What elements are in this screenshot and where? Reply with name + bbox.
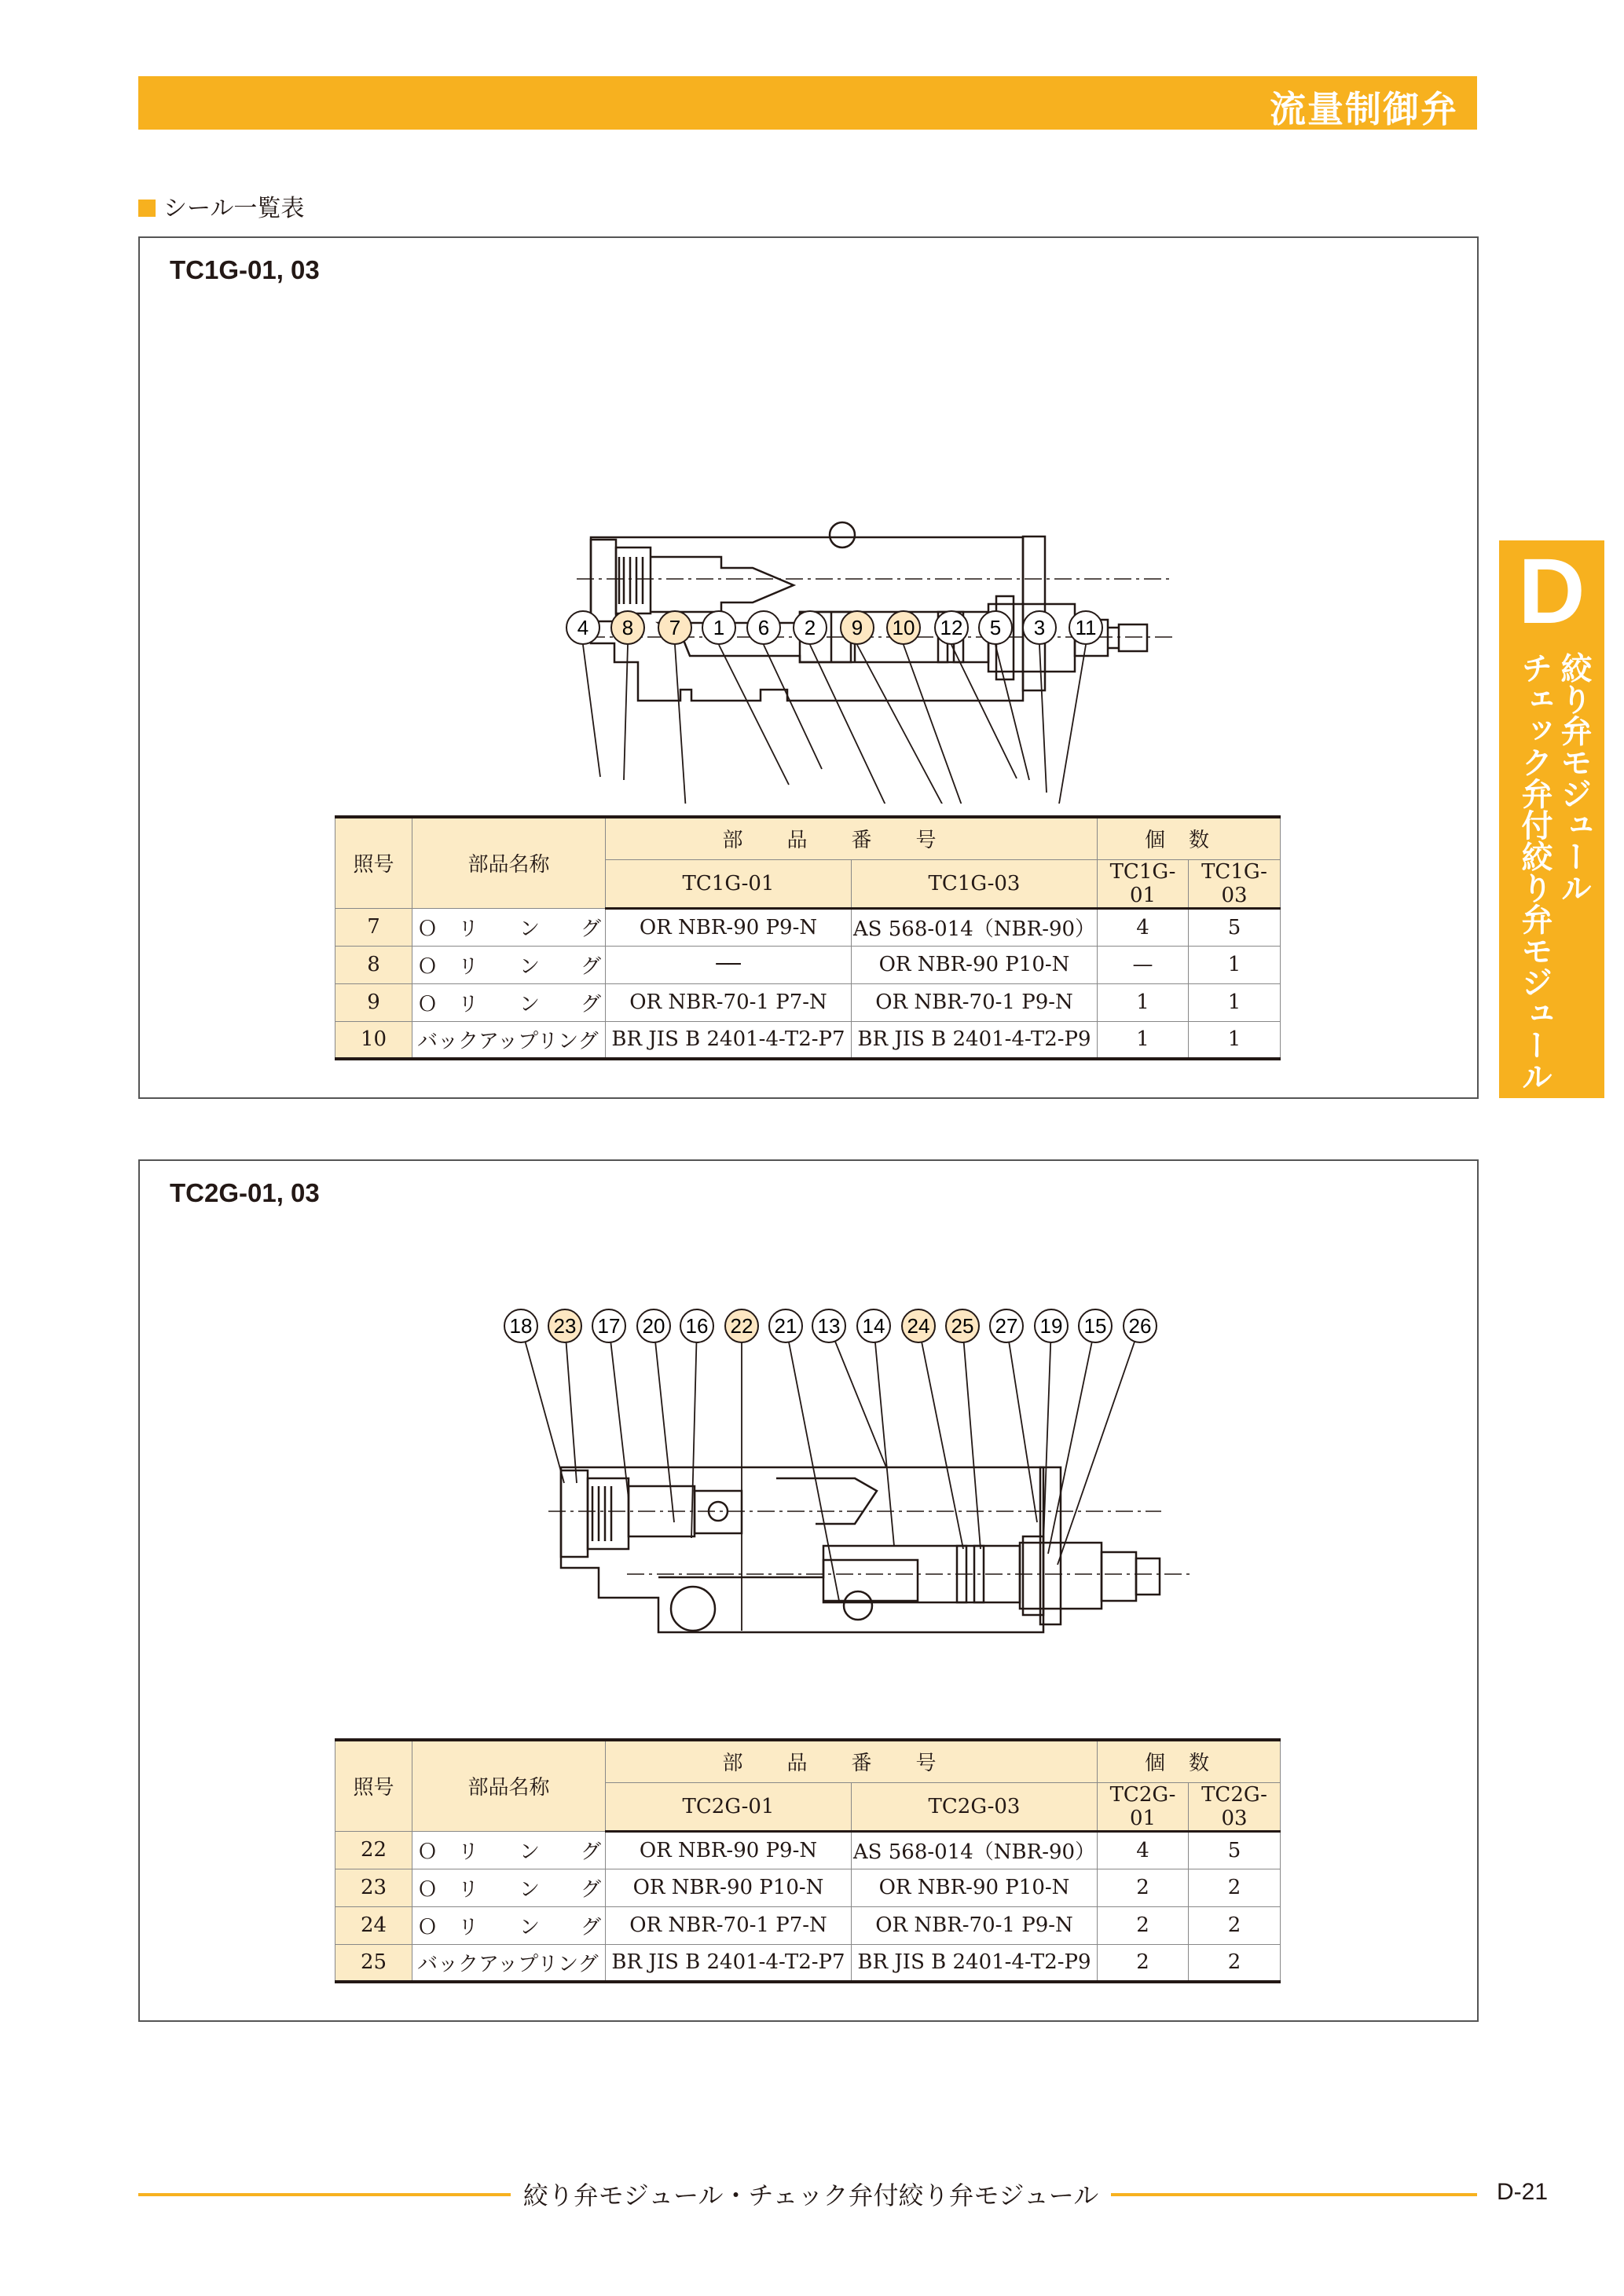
page-number: D-21 <box>1497 2179 1549 2205</box>
count-model-header: TC1G-03 <box>1189 859 1281 908</box>
side-index-tab[interactable] <box>1499 540 1604 1098</box>
row-count-01: 4 <box>1098 908 1189 946</box>
col-parts-header: 部品番号 <box>606 1740 1098 1782</box>
table-row <box>335 1869 1281 1906</box>
row-no: 25 <box>335 1944 412 1982</box>
row-part-number-03: AS 568-014（NBR-90） <box>852 908 1098 946</box>
svg-text:23: 23 <box>553 1314 577 1338</box>
col-name-header: 部品名称 <box>412 817 606 908</box>
balloon-7 <box>658 611 691 644</box>
row-count-03: 2 <box>1189 1869 1281 1906</box>
side-tab-line2: チェック弁付絞り弁モジュール <box>1516 652 1553 1092</box>
col-no-header: 照号 <box>335 1740 412 1831</box>
table-row <box>335 1021 1281 1059</box>
col-parts-header: 部品番号 <box>606 817 1098 859</box>
model-header: TC2G-03 <box>852 1782 1098 1831</box>
footer-title: 絞り弁モジュール・チェック弁付絞り弁モジュール <box>522 2181 1099 2210</box>
svg-text:16: 16 <box>685 1314 709 1338</box>
section-heading-text: シール一覧表 <box>163 195 305 222</box>
row-part-number-03: AS 568-014（NBR-90） <box>852 1831 1098 1869</box>
table-row <box>335 908 1281 946</box>
table-row <box>335 946 1281 983</box>
row-part-number-01: OR NBR-70-1 P7-N <box>606 1906 852 1944</box>
svg-text:15: 15 <box>1083 1314 1107 1338</box>
balloon-3 <box>1023 611 1056 644</box>
svg-text:13: 13 <box>817 1314 841 1338</box>
row-part-name: Ｏ リ ン グ <box>412 1906 606 1944</box>
row-part-number-01: BR JIS B 2401-4-T2-P7 <box>606 1944 852 1982</box>
svg-text:12: 12 <box>940 616 963 639</box>
table-row <box>335 1906 1281 1944</box>
row-part-name: バックアップリング <box>412 1021 606 1059</box>
model-header: TC2G-01 <box>606 1782 852 1831</box>
row-no: 24 <box>335 1906 412 1944</box>
svg-text:11: 11 <box>1075 616 1097 639</box>
svg-text:27: 27 <box>995 1314 1018 1338</box>
row-count-03: 1 <box>1189 1021 1281 1059</box>
balloon-4 <box>566 611 599 644</box>
side-tab-line1: 絞り弁モジュール <box>1556 652 1592 903</box>
balloon-12 <box>935 611 968 644</box>
table-row <box>335 1831 1281 1869</box>
row-count-03: 5 <box>1189 1831 1281 1869</box>
row-part-name: Ｏ リ ン グ <box>412 908 606 946</box>
row-count-01: 4 <box>1098 1831 1189 1869</box>
balloon-26 <box>1124 1309 1157 1342</box>
svg-text:19: 19 <box>1039 1314 1063 1338</box>
row-part-number-01: OR NBR-90 P9-N <box>606 1831 852 1869</box>
footer-rule-left <box>138 2193 511 2196</box>
col-no-header: 照号 <box>335 817 412 908</box>
row-part-number-01: BR JIS B 2401-4-T2-P7 <box>606 1021 852 1059</box>
row-no: 8 <box>335 946 412 983</box>
count-model-header: TC2G-01 <box>1098 1782 1189 1831</box>
square-bullet-icon <box>138 200 156 217</box>
row-part-number-03: BR JIS B 2401-4-T2-P9 <box>852 1944 1098 1982</box>
balloon-22 <box>725 1309 758 1342</box>
panel-tc2g <box>138 1159 1479 2022</box>
count-model-header: TC2G-03 <box>1189 1782 1281 1831</box>
row-count-03: 1 <box>1189 946 1281 983</box>
balloon-18 <box>504 1309 537 1342</box>
footer-rule-right <box>1111 2193 1477 2196</box>
row-part-number-01: OR NBR-90 P10-N <box>606 1869 852 1906</box>
row-count-01: 2 <box>1098 1906 1189 1944</box>
balloon-2 <box>794 611 827 644</box>
panel-title: TC2G-01, 03 <box>170 1178 320 1207</box>
svg-text:22: 22 <box>730 1314 753 1338</box>
svg-text:7: 7 <box>669 616 681 639</box>
balloon-8 <box>611 611 644 644</box>
svg-text:2: 2 <box>804 616 816 639</box>
svg-text:5: 5 <box>989 616 1002 639</box>
balloon-17 <box>592 1309 625 1342</box>
row-no: 10 <box>335 1021 412 1059</box>
row-count-03: 1 <box>1189 983 1281 1021</box>
header-title: 流量制御弁 <box>1270 88 1458 130</box>
balloon-14 <box>857 1309 890 1342</box>
row-part-number-01: ── <box>606 946 852 983</box>
balloon-15 <box>1079 1309 1112 1342</box>
svg-text:14: 14 <box>862 1314 885 1338</box>
svg-text:21: 21 <box>774 1314 797 1338</box>
col-name-header: 部品名称 <box>412 1740 606 1831</box>
balloon-11 <box>1069 611 1102 644</box>
balloon-24 <box>902 1309 935 1342</box>
svg-text:20: 20 <box>642 1314 665 1338</box>
col-count-header: 個数 <box>1098 817 1281 859</box>
svg-text:9: 9 <box>851 616 863 639</box>
tc1g-cross-section-drawing <box>140 238 1477 804</box>
row-part-number-03: OR NBR-70-1 P9-N <box>852 1906 1098 1944</box>
seal-table-tc2g <box>335 1738 1281 1983</box>
svg-text:4: 4 <box>577 616 589 639</box>
svg-text:18: 18 <box>509 1314 533 1338</box>
svg-text:26: 26 <box>1128 1314 1152 1338</box>
row-part-number-01: OR NBR-90 P9-N <box>606 908 852 946</box>
row-part-number-01: OR NBR-70-1 P7-N <box>606 983 852 1021</box>
balloon-27 <box>990 1309 1023 1342</box>
row-no: 23 <box>335 1869 412 1906</box>
balloon-20 <box>637 1309 670 1342</box>
row-part-name: Ｏ リ ン グ <box>412 1869 606 1906</box>
svg-text:1: 1 <box>713 616 725 639</box>
row-part-name: Ｏ リ ン グ <box>412 1831 606 1869</box>
svg-text:8: 8 <box>621 616 634 639</box>
svg-text:25: 25 <box>951 1314 974 1338</box>
svg-text:10: 10 <box>892 616 915 639</box>
row-count-03: 2 <box>1189 1906 1281 1944</box>
model-header: TC1G-01 <box>606 859 852 908</box>
row-part-number-03: OR NBR-70-1 P9-N <box>852 983 1098 1021</box>
header-bar <box>138 76 1477 130</box>
model-header: TC1G-03 <box>852 859 1098 908</box>
balloon-23 <box>548 1309 581 1342</box>
panel-title: TC1G-01, 03 <box>170 255 320 284</box>
table-row <box>335 983 1281 1021</box>
row-part-name: Ｏ リ ン グ <box>412 946 606 983</box>
row-part-name: バックアップリング <box>412 1944 606 1982</box>
svg-text:6: 6 <box>757 616 770 639</box>
row-count-03: 2 <box>1189 1944 1281 1982</box>
balloon-13 <box>812 1309 845 1342</box>
row-no: 7 <box>335 908 412 946</box>
table-row <box>335 1944 1281 1982</box>
seal-table-tc1g <box>335 815 1281 1060</box>
balloon-21 <box>769 1309 802 1342</box>
row-no: 22 <box>335 1831 412 1869</box>
count-model-header: TC1G-01 <box>1098 859 1189 908</box>
balloon-6 <box>747 611 780 644</box>
svg-text:24: 24 <box>907 1314 930 1338</box>
svg-text:17: 17 <box>597 1314 621 1338</box>
balloon-5 <box>979 611 1012 644</box>
row-count-01: 1 <box>1098 1021 1189 1059</box>
svg-text:3: 3 <box>1033 616 1046 639</box>
section-heading <box>138 189 304 223</box>
tc2g-cross-section-drawing <box>140 1161 1477 1727</box>
row-part-number-03: BR JIS B 2401-4-T2-P9 <box>852 1021 1098 1059</box>
row-count-01: 2 <box>1098 1944 1189 1982</box>
balloon-9 <box>841 611 874 644</box>
panel-tc1g <box>138 236 1479 1099</box>
row-part-number-03: OR NBR-90 P10-N <box>852 1869 1098 1906</box>
row-count-01: 1 <box>1098 983 1189 1021</box>
row-count-01: 2 <box>1098 1869 1189 1906</box>
row-part-number-03: OR NBR-90 P10-N <box>852 946 1098 983</box>
balloon-16 <box>680 1309 713 1342</box>
balloon-19 <box>1035 1309 1068 1342</box>
balloon-25 <box>946 1309 979 1342</box>
balloon-10 <box>887 611 920 644</box>
col-count-header: 個数 <box>1098 1740 1281 1782</box>
balloon-1 <box>702 611 735 644</box>
row-no: 9 <box>335 983 412 1021</box>
row-part-name: Ｏ リ ン グ <box>412 983 606 1021</box>
side-tab-letter: D <box>1518 540 1586 643</box>
row-count-01: — <box>1098 946 1189 983</box>
row-count-03: 5 <box>1189 908 1281 946</box>
